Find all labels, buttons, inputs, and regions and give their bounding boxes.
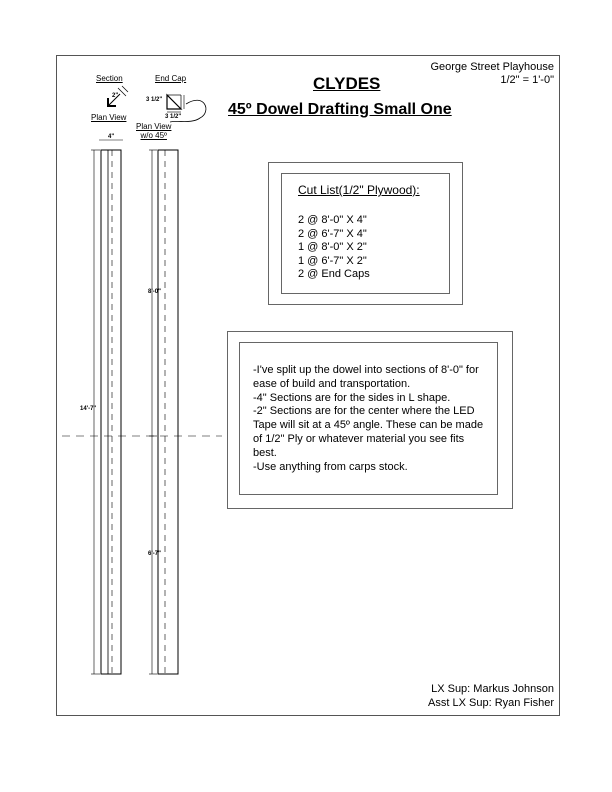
cut-list-item: 2 @ 8'-0" X 4" <box>298 214 367 226</box>
note-item: -I've split up the dowel into sections of 8'-0" for ease of build and transportation. <box>253 364 479 390</box>
lx-supervisor: LX Sup: Markus Johnson <box>431 683 554 695</box>
drawing-scale: 1/2" = 1'-0" <box>500 74 554 86</box>
lower-section-dim: 6'-7" <box>148 551 161 557</box>
cut-list-item: 2 @ End Caps <box>298 268 370 281</box>
page-title: CLYDES <box>313 74 381 93</box>
note-item: -Use anything from carps stock. <box>253 460 408 473</box>
section-label: Section <box>96 74 123 83</box>
end-cap-dim-a: 3 1/2" <box>146 97 163 103</box>
plan-view-wo-line2: w/o 45º <box>140 131 167 140</box>
crew-block <box>428 682 554 710</box>
upper-section-dim: 8'-0" <box>148 289 161 295</box>
cut-list-item: 2 @ 6'-7" X 4" <box>298 227 367 240</box>
end-cap-label: End Cap <box>155 74 187 83</box>
cut-list-title: Cut List(1/2" Plywood): <box>298 183 420 197</box>
plan-view-wo-line1: Plan View <box>136 122 172 131</box>
venue-block <box>430 61 554 87</box>
page-subtitle: 45º Dowel Drafting Small One <box>228 101 452 118</box>
cut-list-item: 1 @ 6'-7" X 2" <box>298 254 367 267</box>
total-length-dim: 14'-7" <box>80 406 97 412</box>
cut-list <box>298 214 370 282</box>
dowel-plan-view-wo-45 <box>149 150 178 674</box>
cut-list-item: 1 @ 8'-0" X 2" <box>298 241 367 254</box>
plan-width-dim: 4" <box>108 134 115 140</box>
note-item: -2" Sections are for the center where the LED Tape will sit at a 45º angle. These can be made of 1/2" Ply or whatever material you see fits best. <box>253 405 484 459</box>
venue-name: George Street Playhouse <box>430 61 554 73</box>
end-cap-dim-b: 3 1/2" <box>165 114 182 120</box>
plan-view-wo-label <box>136 122 171 140</box>
notes-list <box>253 364 489 474</box>
plan-view-label: Plan View <box>91 113 127 122</box>
assistant-lx-supervisor: Asst LX Sup: Ryan Fisher <box>428 697 554 709</box>
section-dim-2in: 2" <box>112 93 119 99</box>
note-item: -4" Sections are for the sides in L shape. <box>253 391 451 404</box>
